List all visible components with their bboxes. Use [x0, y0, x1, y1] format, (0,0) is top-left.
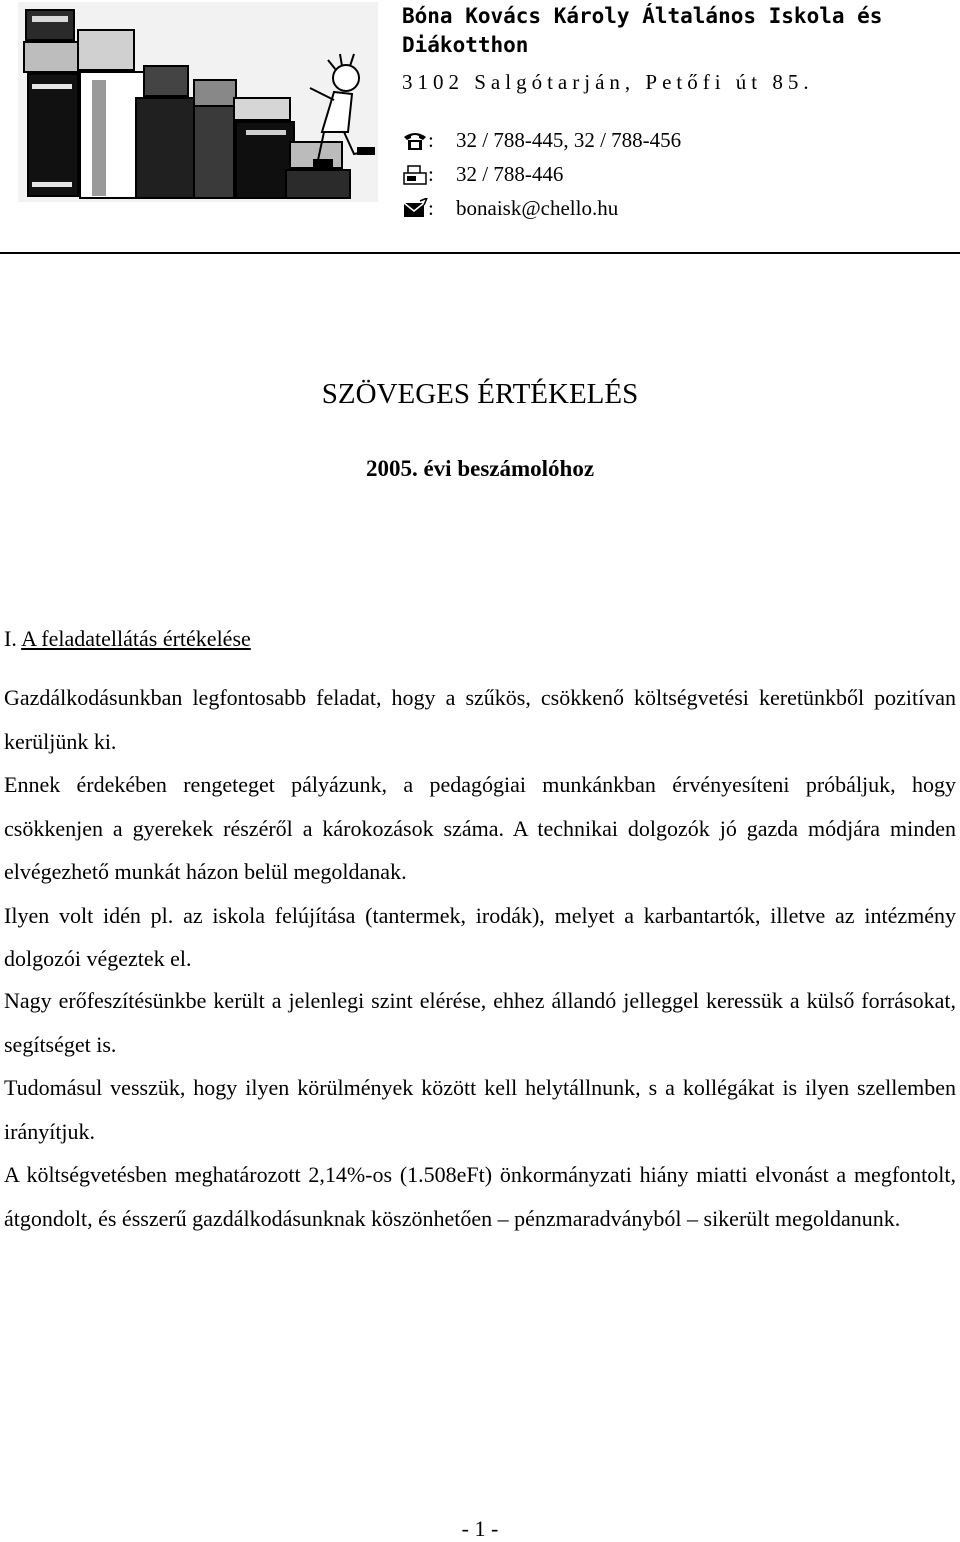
paragraph: Gazdálkodásunkban legfontosabb feladat, hogy a szűkös, csökkenő költségvetési keretünkből pozitívan kerüljünk ki. — [4, 685, 956, 754]
contact-phone-row — [402, 128, 681, 153]
section-title: A feladatellátás értékelése — [21, 626, 251, 651]
school-logo-books-illustration — [18, 2, 378, 202]
email-address: bonaisk@chello.hu — [456, 196, 619, 220]
contact-email-row — [402, 196, 618, 221]
paragraph: Nagy erőfeszítésünkbe került a jelenlegi szint elérése, ehhez állandó jelleggel keressük a külső forrásokat, segítséget is. — [4, 988, 956, 1057]
document-title: SZÖVEGES ÉRTÉKELÉS — [321, 378, 639, 410]
paragraph: Ilyen volt idén pl. az iskola felújítása (tantermek, irodák), melyet a karbantartók, illetve az intézmény dolgozói végeztek el. — [4, 902, 956, 971]
fax-number: 32 / 788-446 — [456, 162, 564, 186]
contact-separator: : — [428, 162, 434, 186]
body-text-block-2 — [4, 979, 956, 1240]
paragraph: Tudomásul vesszük, hogy ilyen körülmények között kell helytállnunk, s a kollégákat is ilyen szellemben irányítjuk. — [4, 1075, 956, 1144]
body-text-block-1 — [4, 676, 956, 981]
section-heading — [4, 626, 251, 652]
contact-fax-row — [402, 162, 563, 187]
page-number: - 1 - — [461, 1516, 499, 1541]
email-icon — [402, 198, 428, 220]
contact-separator: : — [428, 128, 434, 152]
school-name: Bóna Kovács Károly Általános Iskola és Diákotthon — [402, 4, 883, 57]
phone-numbers: 32 / 788-445, 32 / 788-456 — [456, 128, 682, 152]
telephone-icon — [402, 130, 428, 152]
contact-separator: : — [428, 196, 434, 220]
fax-icon — [402, 164, 428, 186]
paragraph: Ennek érdekében rengeteget pályázunk, a pedagógiai munkánkban érvényesíteni próbáljuk, hogy csökkenjen a gyerekek részéről a károkozások száma. A technikai dolgozók jó gazda módjára minden elvégezhető munkát házon belül megoldanak. — [4, 772, 956, 884]
section-number: I. — [4, 626, 17, 651]
document-subtitle: 2005. évi beszámolóhoz — [365, 456, 595, 481]
header-divider — [0, 252, 960, 254]
school-address: 3102 Salgótarján, Petőfi út 85. — [402, 70, 814, 94]
paragraph: A költségvetésben meghatározott 2,14%-os (1.508eFt) önkormányzati hiány miatti elvonást a megfontolt, átgondolt, és ésszerű gazdálkodásunknak köszönhetően – pénzmaradványból – sikerült megoldanunk. — [4, 1162, 956, 1231]
